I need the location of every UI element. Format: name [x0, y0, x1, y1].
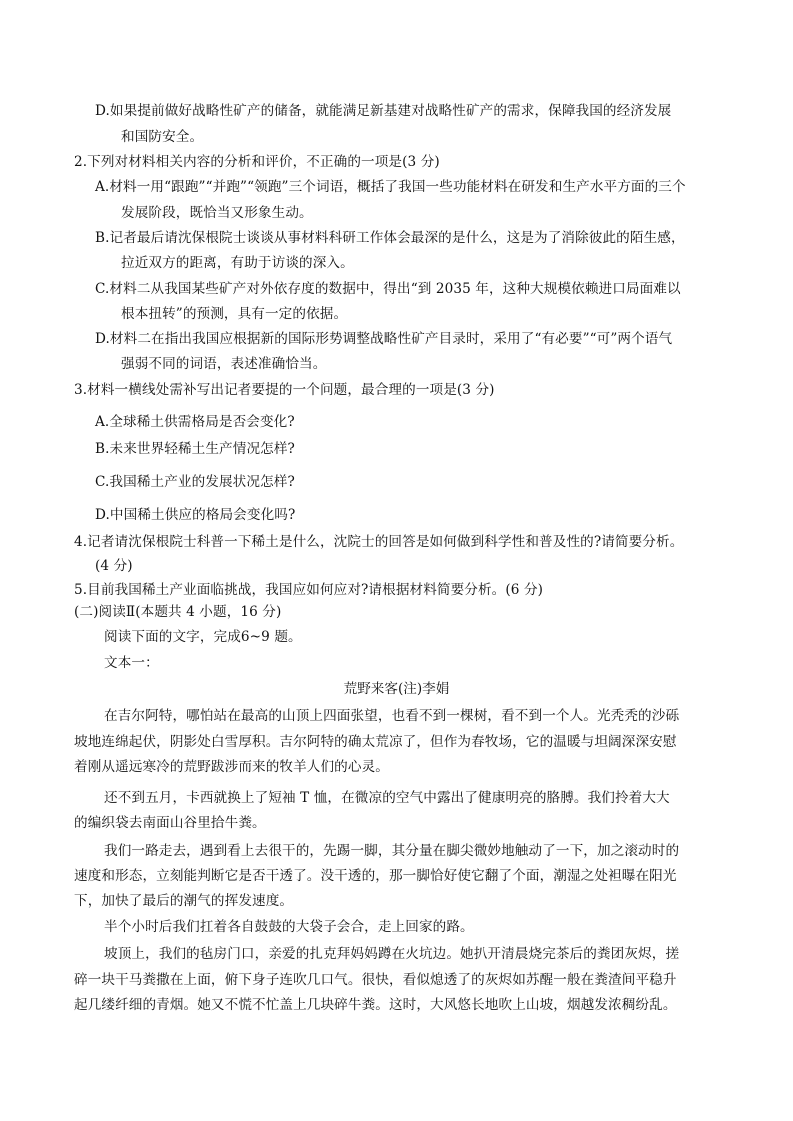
passage-line: 着刚从遥远寒冷的荒野跋涉而来的牧羊人们的心灵。 [74, 759, 389, 775]
passage-line: 坡顶上，我们的毡房门口，亲爱的扎克拜妈妈蹲在火坑边。她扒开清晨烧完茶后的粪团灰烬，搓 [104, 946, 680, 962]
passage-line: 的编织袋去南面山谷里拾牛粪。 [74, 815, 266, 831]
text-line: 强弱不同的词语，表述准确恰当。 [121, 356, 327, 372]
text-line: 发展阶段，既恰当又形象生动。 [121, 205, 313, 221]
question-3: 3.材料一横线处需补写出记者要提的一个问题，最合理的一项是(3 分) [74, 382, 495, 398]
text-line: 根本扭转”的预测，具有一定的依据。 [121, 306, 348, 322]
passage-line: 在吉尔阿特，哪怕站在最高的山顶上四面张望，也看不到一棵树，看不到一个人。光秃秃的沙砾 [104, 708, 680, 724]
question-2: 2.下列对材料相关内容的分析和评价，不正确的一项是(3 分) [74, 154, 440, 170]
passage-line: 下，加快了最后的潮气的挥发速度。 [74, 893, 294, 909]
text-line: D.如果提前做好战略性矿产的储备，就能满足新基建对战略性矿产的需求，保障我国的经济发展 [95, 103, 672, 119]
passage-line: 碎一块干马粪撒在上面，俯下身子连吹几口气。很快，看似熄透了的灰烬如苏醒一般在粪渣间平稳升 [74, 972, 677, 988]
instruction: 阅读下面的文字，完成6~9 题。 [104, 629, 302, 645]
option-b: B.未来世界轻稀土生产情况怎样? [95, 441, 295, 457]
text-label: 文本一： [104, 655, 159, 671]
question-5: 5.目前我国稀土产业面临挑战，我国应如何应对?请根据材料简要分析。(6 分) [74, 582, 544, 598]
option-a: A.材料一用“跟跑”“并跑”“领跑”三个词语，概括了我国一些功能材料在研发和生产水平方面的三个 [95, 179, 686, 195]
passage-line: 我们一路走去，遇到看上去很干的，先踢一脚，其分量在脚尖微妙地触动了一下，加之滚动时的 [104, 843, 680, 859]
passage-line: 起几缕纤细的青烟。她又不慌不忙盖上几块碎牛粪。这时，大风悠长地吹上山坡，烟越发浓稠纷乱。 [74, 997, 677, 1013]
text-line: (4 分) [95, 558, 133, 574]
question-4: 4.记者请沈保根院士科普一下稀土是什么，沈院士的回答是如何做到科学性和普及性的?请简要分析。 [74, 534, 684, 550]
passage-title: 荒野来客(注)李娟 [343, 681, 450, 697]
option-a: A.全球稀土供需格局是否会变化? [95, 414, 295, 430]
text-line: 拉近双方的距离，有助于访谈的深入。 [121, 255, 354, 271]
passage-line: 速度和形态，立刻能判断它是否干透了。没干透的，那一脚恰好使它翻了个面，潮湿之处袒曝在阳光 [74, 868, 677, 884]
passage-line: 半个小时后我们扛着各自鼓鼓的大袋子会合，走上回家的路。 [104, 919, 474, 935]
section-heading: (二)阅读Ⅱ(本题共 4 小题，16 分) [74, 604, 282, 620]
option-b: B.记者最后请沈保根院士谈谈从事材料科研工作体会最深的是什么，这是为了消除彼此的陌生感， [95, 230, 685, 246]
passage-line: 还不到五月，卡西就换上了短袖 T 恤，在微凉的空气中露出了健康明亮的胳膊。我们拎着大大 [104, 790, 670, 806]
option-d: D.材料二在指出我国应根据新的国际形势调整战略性矿产目录时，采用了“有必要”“可”两个语气 [95, 331, 673, 347]
text-line: 和国防安全。 [121, 129, 204, 145]
option-c: C.我国稀土产业的发展状况怎样? [95, 474, 295, 490]
option-c: C.材料二从我国某些矿产对外依存度的数据中，得出“到 2035 年，这种大规模依赖进口局面难以 [95, 281, 681, 297]
passage-line: 坡地连绵起伏，阴影处白雪厚积。吉尔阿特的确太荒凉了，但作为春牧场，它的温暖与坦阔深深安慰 [74, 734, 677, 750]
option-d: D.中国稀土供应的格局会变化吗? [95, 507, 296, 523]
